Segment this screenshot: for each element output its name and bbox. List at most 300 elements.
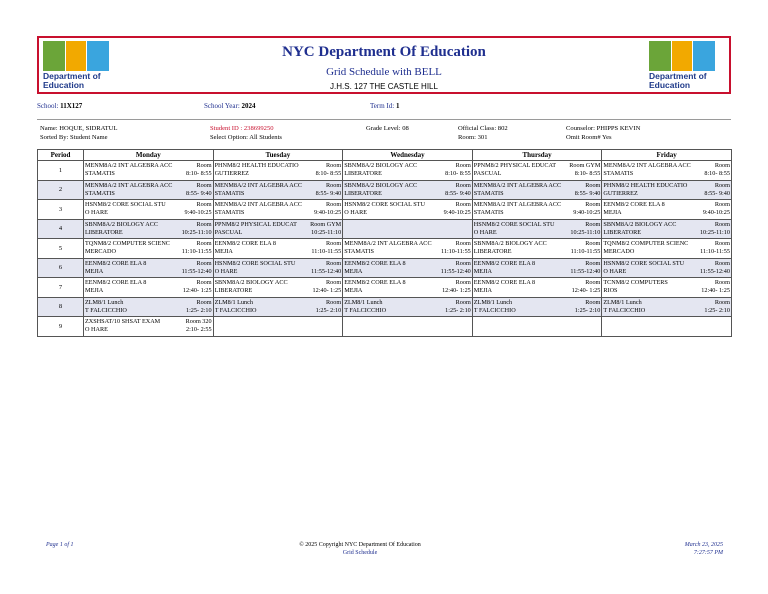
course-name: PHNM8/2 HEALTH EDUCATIO: [603, 181, 688, 189]
class-entry: [343, 200, 472, 219]
teacher-name: MEJIA: [603, 209, 622, 217]
room-label: Room: [455, 298, 471, 306]
column-header-monday: Monday: [84, 150, 214, 161]
room-label: Room: [714, 298, 730, 306]
teacher-name: MEJIA: [85, 287, 104, 295]
teacher-name: O HARE: [344, 209, 368, 217]
schedule-cell: [343, 297, 473, 317]
class-time: 2:10- 2:55: [185, 326, 212, 334]
class-entry: [84, 278, 213, 297]
class-entry: [214, 220, 343, 239]
teacher-name: LIBERATORE: [473, 248, 512, 256]
class-entry: [214, 259, 343, 278]
teacher-name: MEJIA: [344, 287, 363, 295]
course-name: ZLM8/1 Lunch: [214, 298, 253, 306]
class-time: 8:55- 9:40: [315, 189, 342, 197]
class-entry: [214, 317, 343, 336]
course-name: TQNM8/2 COMPUTER SCIENC: [85, 240, 170, 247]
room-label: Room: [585, 279, 601, 286]
schedule-cell: [602, 180, 732, 200]
room-label: Room GYM: [310, 220, 342, 228]
schedule-row: [38, 239, 732, 259]
class-entry: [473, 298, 602, 317]
room-label: Room: [196, 259, 212, 267]
teacher-name: PASCUAL: [473, 170, 502, 178]
teacher-name: LIBERATORE: [85, 228, 123, 236]
teacher-name: RIOS: [603, 287, 618, 295]
course-name: PHNM8/2 HEALTH EDUCATIO: [214, 162, 299, 169]
class-time: 11:55-12:40: [440, 267, 471, 275]
schedule-cell: [84, 317, 214, 337]
class-time: 10:25-11:10: [570, 228, 601, 236]
class-entry: [602, 220, 731, 239]
class-entry: [84, 220, 213, 239]
room-label: Room: [196, 279, 212, 286]
class-time: 1:25- 2:10: [445, 306, 471, 314]
schedule-cell: [213, 317, 343, 337]
student-name-block: [40, 124, 117, 142]
class-entry: [602, 161, 731, 180]
class-time: 8:10- 8:55: [574, 170, 601, 178]
class-time: 1:25- 2:10: [704, 306, 730, 314]
room-label: Room: [326, 162, 342, 169]
room-label: Room: [455, 240, 471, 247]
period-number: 3: [38, 200, 84, 220]
schedule-cell: [343, 258, 473, 278]
schedule-cell: [343, 317, 473, 337]
official-class: Official Class: 802: [458, 125, 508, 132]
class-entry: [473, 220, 602, 239]
class-time: 9:40-10:25: [443, 209, 471, 217]
schedule-cell: [213, 278, 343, 298]
schedule-cell: [472, 161, 602, 181]
course-name: ZLM8/1 Lunch: [85, 298, 124, 306]
print-date: March 23, 2025: [684, 542, 723, 548]
teacher-name: T FALCICCHIO: [344, 306, 387, 314]
class-entry: [343, 259, 472, 278]
room-label: Room: [455, 259, 471, 267]
nyc-logo-icon: [649, 41, 721, 71]
class-time: 8:55- 9:40: [704, 189, 730, 197]
teacher-name: LIBERATORE: [344, 189, 382, 197]
class-time: 12:40- 1:25: [442, 287, 471, 295]
course-name: ZXSHSAT/10 SHSAT EXAM: [85, 318, 161, 325]
room-label: Room: [196, 298, 212, 306]
schedule-grid: [37, 149, 732, 337]
schedule-cell: [602, 200, 732, 220]
class-entry: [602, 259, 731, 278]
class-time: 11:55-12:40: [181, 267, 212, 275]
class-time: 11:10-11:55: [570, 248, 601, 256]
schedule-cell: [472, 258, 602, 278]
class-time: 11:55-12:40: [699, 267, 730, 275]
teacher-name: MEJIA: [344, 267, 363, 275]
period-number: 6: [38, 258, 84, 278]
schedule-cell: [84, 297, 214, 317]
school-name: J.H.S. 127 THE CASTLE HILL: [330, 82, 438, 91]
class-time: 1:25- 2:10: [185, 306, 212, 314]
teacher-name: LIBERATORE: [214, 287, 253, 295]
schedule-cell: [472, 219, 602, 239]
schedule-cell: [602, 317, 732, 337]
teacher-name: MEJIA: [214, 248, 233, 256]
schedule-cell: [213, 200, 343, 220]
logo-left-caption: Department of Education: [43, 71, 101, 90]
print-time: 7:27:57 PM: [693, 550, 723, 556]
teacher-name: MEJIA: [85, 267, 104, 275]
term-value: 1: [395, 102, 400, 110]
teacher-name: STAMATIS: [85, 189, 115, 197]
teacher-name: GUTIERREZ: [603, 189, 638, 197]
class-time: 11:55-12:40: [311, 267, 342, 275]
teacher-name: GUTIERREZ: [214, 170, 249, 178]
course-name: EENM8/2 CORE ELA 8: [473, 279, 536, 286]
course-name: HSNM8/2 CORE SOCIAL STU: [214, 259, 296, 267]
teacher-name: O HARE: [603, 267, 627, 275]
class-entry: [602, 317, 731, 336]
room-label: Room: [714, 240, 730, 247]
schedule-row: [38, 297, 732, 317]
course-name: HSNM8/2 CORE SOCIAL STU: [344, 201, 425, 208]
class-time: 10:25-11:10: [181, 228, 212, 236]
schedule-cell: [343, 219, 473, 239]
schedule-cell: [213, 161, 343, 181]
column-header-period: Period: [38, 150, 84, 161]
course-name: EENM8/2 CORE ELA 8: [85, 259, 147, 267]
select-option: Select Option: All Students: [210, 134, 282, 141]
teacher-name: T FALCICCHIO: [85, 306, 127, 314]
counselor-block: [566, 124, 640, 142]
course-name: EENM8/2 CORE ELA 8: [214, 240, 276, 247]
teacher-name: MERCADO: [85, 248, 116, 256]
schedule-row: [38, 161, 732, 181]
schedule-cell: [84, 161, 214, 181]
schedule-cell: [213, 180, 343, 200]
teacher-name: T FALCICCHIO: [473, 306, 516, 314]
course-name: MENM8A/2 INT ALGEBRA ACC: [473, 181, 562, 189]
footer-center: [260, 541, 460, 557]
room-label: Room: [196, 162, 212, 169]
room-label: Room 320: [185, 318, 212, 325]
course-name: ZLM8/1 Lunch: [603, 298, 642, 306]
schedule-cell: [84, 180, 214, 200]
class-time: 11:10-11:55: [311, 248, 342, 256]
class-entry: [602, 239, 731, 258]
class-entry: [473, 181, 602, 200]
teacher-name: MERCADO: [603, 248, 635, 256]
logo-right-caption: Department of Education: [649, 71, 707, 90]
class-time: 1:25- 2:10: [574, 306, 601, 314]
class-time: 8:55- 9:40: [574, 189, 601, 197]
footer-page: [46, 541, 74, 549]
homeroom: Room: 301: [458, 134, 488, 141]
schedule-cell: [84, 239, 214, 259]
teacher-name: STAMATIS: [603, 170, 634, 178]
room-label: Room: [714, 201, 730, 208]
room-label: Room: [455, 279, 471, 286]
schedule-cell: [602, 239, 732, 259]
course-name: SBNM8A/2 BIOLOGY ACC: [344, 181, 418, 189]
class-entry: [84, 161, 213, 180]
class-time: 11:10-11:55: [700, 248, 730, 256]
room-label: Room: [455, 201, 471, 208]
room-label: Room GYM: [569, 162, 601, 169]
class-entry: [343, 181, 472, 200]
class-entry: [473, 200, 602, 219]
class-entry: [84, 259, 213, 278]
class-entry: [473, 278, 602, 297]
teacher-name: STAMATIS: [473, 189, 504, 197]
schedule-cell: [472, 239, 602, 259]
room-label: Room: [326, 240, 342, 247]
room-label: Room: [196, 181, 212, 189]
report-title: NYC Department Of Education: [282, 44, 486, 60]
class-time: 9:40-10:25: [314, 209, 342, 217]
report-name: Grid Schedule: [342, 550, 378, 556]
term-meta: [370, 102, 399, 110]
period-number: 8: [38, 297, 84, 317]
class-entry: [84, 298, 213, 317]
room-label: Room: [585, 181, 601, 189]
teacher-name: T FALCICCHIO: [214, 306, 257, 314]
schedule-cell: [343, 180, 473, 200]
schedule-cell: [84, 219, 214, 239]
schedule-cell: [213, 219, 343, 239]
class-time: 11:10-11:55: [181, 248, 212, 256]
period-number: 2: [38, 180, 84, 200]
teacher-name: T FALCICCHIO: [603, 306, 646, 314]
teacher-name: O HARE: [85, 209, 108, 217]
footer-timestamp: [685, 541, 723, 557]
course-name: HSNM8/2 CORE SOCIAL STU: [473, 220, 555, 228]
class-entry: [343, 278, 472, 297]
room-label: Room: [326, 298, 342, 306]
column-header-tuesday: Tuesday: [213, 150, 343, 161]
class-time: 8:10- 8:55: [185, 170, 212, 178]
divider: [37, 119, 731, 120]
period-number: 5: [38, 239, 84, 259]
class-entry: [343, 298, 472, 317]
class-entry: [343, 220, 472, 239]
schedule-cell: [84, 200, 214, 220]
class-entry: [343, 317, 472, 336]
school-value: 11X127: [60, 102, 83, 110]
course-name: PPNM8/2 PHYSICAL EDUCAT: [214, 220, 297, 228]
course-name: SBNM8A/2 BIOLOGY ACC: [344, 162, 418, 169]
schedule-cell: [472, 317, 602, 337]
grade-level: Grade Level: 08: [366, 125, 409, 132]
schedule-cell: [472, 200, 602, 220]
course-name: MENM8A/2 INT ALGEBRA ACC: [214, 201, 302, 208]
course-name: MENM8A/2 INT ALGEBRA ACC: [473, 201, 562, 208]
teacher-name: PASCUAL: [214, 228, 243, 236]
period-number: 1: [38, 161, 84, 181]
room-label: Room: [326, 181, 342, 189]
schedule-cell: [602, 161, 732, 181]
class-time: 9:40-10:25: [702, 209, 730, 217]
class-time: 9:40-10:25: [184, 209, 212, 217]
class-time: 9:40-10:25: [573, 209, 601, 217]
class-entry: [84, 239, 213, 258]
room-label: Room: [585, 201, 601, 208]
class-entry: [214, 200, 343, 219]
course-name: EENM8/2 CORE ELA 8: [85, 279, 147, 286]
omit-room: Omit Room# Yes: [566, 134, 612, 141]
course-name: EENM8/2 CORE ELA 8: [344, 259, 406, 267]
class-entry: [473, 239, 602, 258]
room-label: Room: [714, 181, 730, 189]
period-number: 7: [38, 278, 84, 298]
teacher-name: STAMATIS: [85, 170, 115, 178]
copyright: © 2025 Copyright NYC Department Of Education: [299, 542, 421, 548]
teacher-name: STAMATIS: [214, 209, 245, 217]
schedule-cell: [472, 278, 602, 298]
class-entry: [602, 181, 731, 200]
class-time: 12:40- 1:25: [571, 287, 601, 295]
course-name: MENM8A/2 INT ALGEBRA ACC: [214, 181, 302, 189]
teacher-name: LIBERATORE: [344, 170, 382, 178]
room-label: Room: [585, 298, 601, 306]
class-entry: [602, 200, 731, 219]
course-name: EENM8/2 CORE ELA 8: [473, 259, 536, 267]
course-name: MENM8A/2 INT ALGEBRA ACC: [344, 240, 432, 247]
class-entry: [343, 239, 472, 258]
schedule-row: [38, 219, 732, 239]
column-header-wednesday: Wednesday: [343, 150, 473, 161]
class-time: 11:10-11:55: [440, 248, 471, 256]
class-time: 8:10- 8:55: [315, 170, 342, 178]
course-name: SBNM8A/2 BIOLOGY ACC: [214, 279, 288, 286]
schedule-row: [38, 180, 732, 200]
report-banner: [37, 36, 731, 94]
teacher-name: MEJIA: [473, 287, 492, 295]
course-name: EENM8/2 CORE ELA 8: [344, 279, 406, 286]
period-number: 9: [38, 317, 84, 337]
page-number: Page 1 of 1: [46, 542, 74, 548]
schedule-cell: [472, 180, 602, 200]
grid-body: [38, 161, 732, 337]
class-entry: [214, 239, 343, 258]
course-name: EENM8/2 CORE ELA 8: [603, 201, 665, 208]
class-entry: [473, 317, 602, 336]
teacher-name: O HARE: [85, 326, 108, 334]
schedule-row: [38, 278, 732, 298]
teacher-name: O HARE: [473, 228, 497, 236]
room-label: Room: [326, 259, 342, 267]
room-label: Room: [714, 162, 730, 169]
schedule-cell: [213, 239, 343, 259]
room-label: Room: [714, 279, 730, 286]
school-label: School:: [37, 102, 59, 110]
schedule-row: [38, 200, 732, 220]
course-name: MENM8A/2 INT ALGEBRA ACC: [603, 162, 691, 169]
room-label: Room: [326, 201, 342, 208]
class-time: 12:40- 1:25: [312, 287, 342, 295]
school-meta: [37, 102, 82, 110]
course-name: SBNM8A/2 BIOLOGY ACC: [603, 220, 677, 228]
room-label: Room: [585, 220, 601, 228]
class-entry: [84, 181, 213, 200]
room-label: Room: [585, 259, 601, 267]
schedule-cell: [343, 200, 473, 220]
class-block: [458, 124, 508, 142]
period-number: 4: [38, 219, 84, 239]
student-id: Student ID : 238699250: [210, 125, 274, 132]
course-name: HSNM8/2 CORE SOCIAL STU: [603, 259, 685, 267]
class-entry: [214, 181, 343, 200]
schedule-cell: [213, 297, 343, 317]
class-entry: [473, 259, 602, 278]
year-meta: [204, 102, 256, 110]
class-entry: [473, 161, 602, 180]
class-entry: [84, 200, 213, 219]
course-name: TQNM8/2 COMPUTER SCIENC: [603, 240, 689, 247]
schedule-cell: [84, 258, 214, 278]
student-id-block: [210, 124, 282, 142]
schedule-cell: [602, 219, 732, 239]
course-name: PPNM8/2 PHYSICAL EDUCAT: [473, 162, 557, 169]
class-time: 12:40- 1:25: [182, 287, 212, 295]
room-label: Room: [585, 240, 601, 247]
grid-header-row: [38, 150, 732, 161]
course-name: SBNM8A/2 BIOLOGY ACC: [85, 220, 158, 228]
course-name: HSNM8/2 CORE SOCIAL STU: [85, 201, 166, 208]
class-time: 1:25- 2:10: [315, 306, 342, 314]
teacher-name: O HARE: [214, 267, 238, 275]
class-entry: [343, 161, 472, 180]
course-name: ZLM8/1 Lunch: [344, 298, 383, 306]
class-time: 11:55-12:40: [570, 267, 601, 275]
class-entry: [214, 161, 343, 180]
student-name: Name: HOQUE, SIDRATUL: [40, 125, 118, 132]
year-label: School Year:: [204, 102, 240, 110]
sorted-by: Sorted By: Student Name: [40, 134, 108, 141]
schedule-cell: [602, 258, 732, 278]
class-time: 8:10- 8:55: [445, 170, 471, 178]
schedule-cell: [84, 278, 214, 298]
teacher-name: MEJIA: [473, 267, 492, 275]
schedule-cell: [343, 161, 473, 181]
room-label: Room: [714, 259, 730, 267]
class-entry: [602, 278, 731, 297]
column-header-thursday: Thursday: [472, 150, 602, 161]
report-subtitle: Grid Schedule with BELL: [326, 66, 442, 78]
nyc-doe-logo-right: [649, 41, 721, 91]
room-label: Room: [196, 220, 212, 228]
room-label: Room: [326, 279, 342, 286]
schedule-cell: [602, 297, 732, 317]
column-header-friday: Friday: [602, 150, 732, 161]
schedule-row: [38, 317, 732, 337]
class-time: 10:25-11:10: [699, 228, 730, 236]
class-time: 8:55- 9:40: [445, 189, 471, 197]
class-entry: [214, 278, 343, 297]
teacher-name: STAMATIS: [473, 209, 504, 217]
class-entry: [84, 317, 213, 336]
schedule-cell: [472, 297, 602, 317]
class-time: 8:10- 8:55: [704, 170, 730, 178]
class-entry: [602, 298, 731, 317]
room-label: Room: [455, 181, 471, 189]
teacher-name: STAMATIS: [214, 189, 245, 197]
term-label: Term Id:: [370, 102, 395, 110]
room-label: Room: [455, 162, 471, 169]
class-entry: [214, 298, 343, 317]
course-name: MENM8A/2 INT ALGEBRA ACC: [85, 181, 173, 189]
class-time: 10:25-11:10: [311, 228, 342, 236]
class-time: 12:40- 1:25: [701, 287, 730, 295]
schedule-cell: [343, 239, 473, 259]
